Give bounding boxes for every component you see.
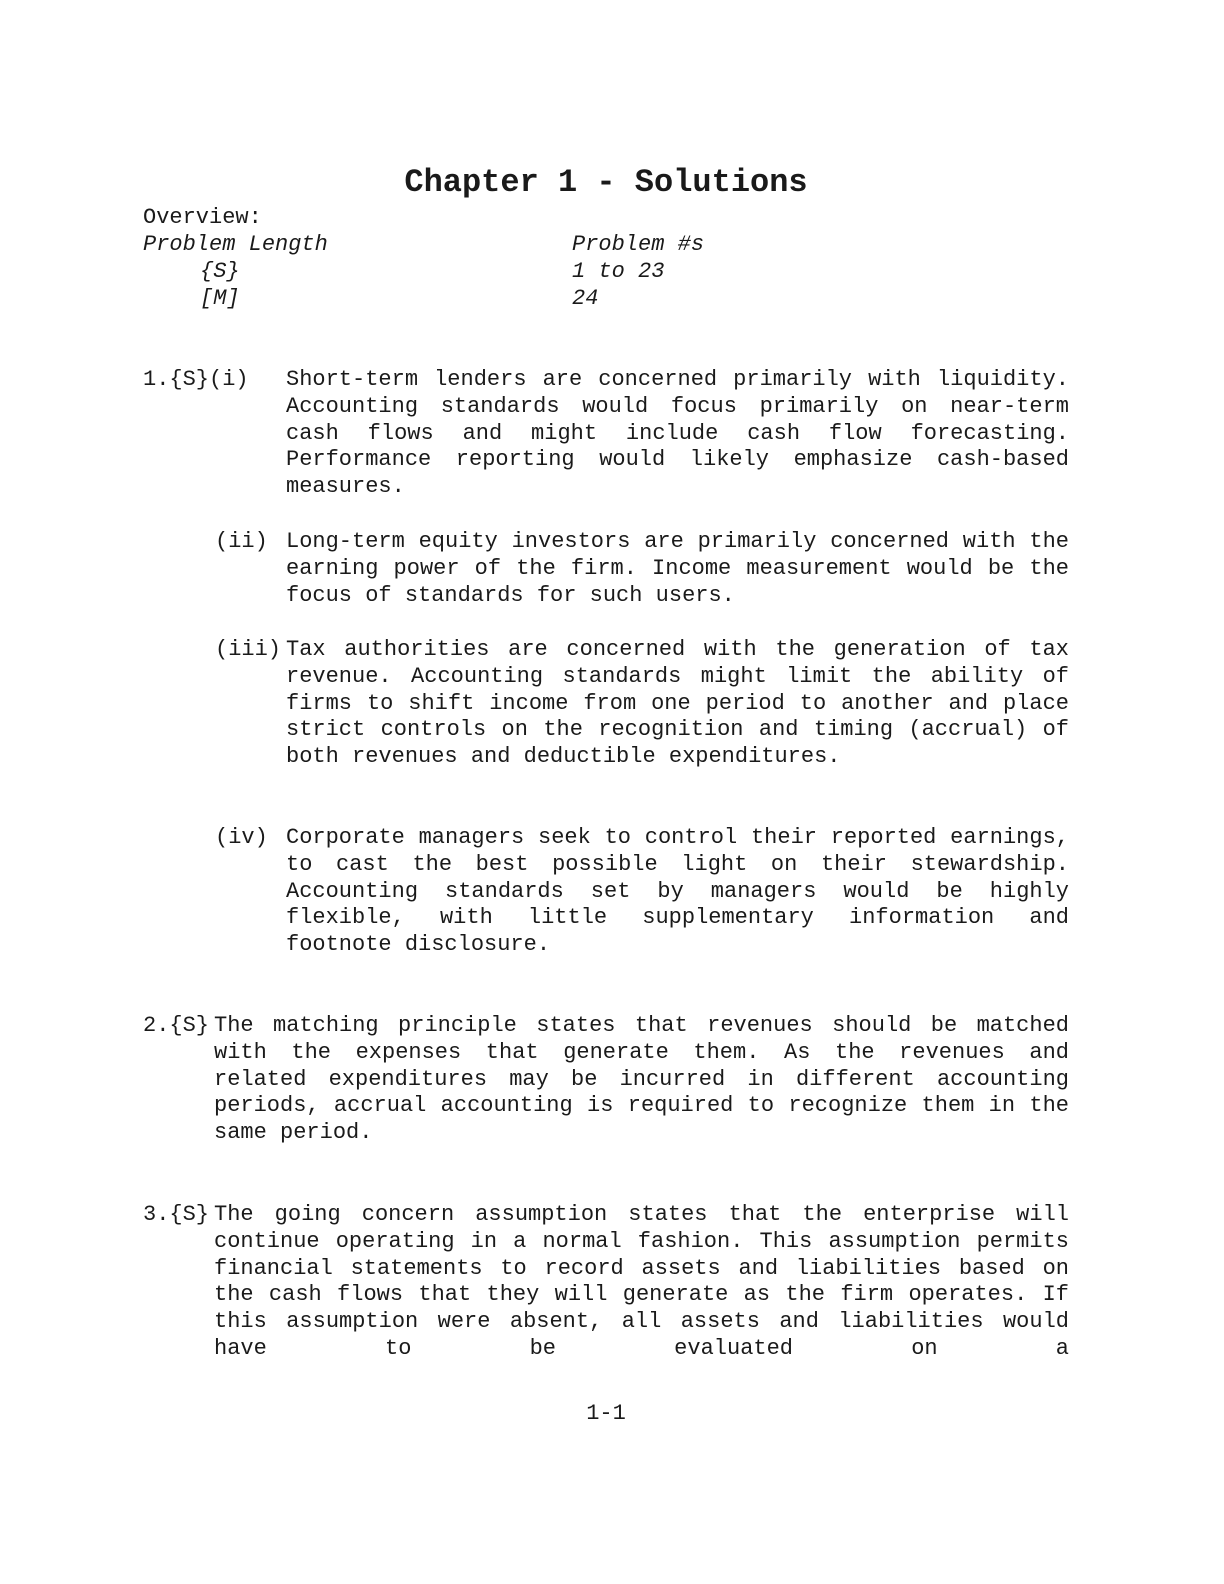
problem-label: 2.{S} bbox=[143, 1013, 210, 1038]
problem-text: Long-term equity investors are primarily concerned with the earning power of the firm. Income measurement would be the focus of standards for such users. bbox=[286, 529, 1069, 608]
overview-table bbox=[143, 204, 704, 312]
overview-header-row bbox=[143, 231, 704, 258]
problem-numbers-cell: 24 bbox=[572, 286, 599, 311]
problem-length-cell: {S} bbox=[200, 259, 240, 284]
problem-text: Short-term lenders are concerned primarily with liquidity. Accounting standards would focus primarily on near-term cash flows and might include cash flow forecasting. Performance reporting would likely emphasize cash-based measures. bbox=[286, 367, 1069, 500]
column-header-numbers: Problem #s bbox=[572, 232, 705, 257]
problem-text: Corporate managers seek to control their reported earnings, to cast the best possible light on their stewardship. Accounting standards set by managers would be highly flexible, with little supplementary information and footnote disclosure. bbox=[286, 825, 1069, 958]
problem-length-cell: [M] bbox=[200, 286, 240, 311]
page-title: Chapter 1 - Solutions bbox=[404, 164, 808, 201]
problem-text: The going concern assumption states that the enterprise will continue operating in a normal fashion. This assumption permits financial statements to record assets and liabilities based on the cash flows that they will generate as the firm operates. If this assumption were absent, all assets and liabilities would have to be evaluated on a bbox=[214, 1202, 1069, 1361]
problem-label: 3.{S} bbox=[143, 1202, 210, 1227]
page-number: 1-1 bbox=[586, 1401, 626, 1426]
problem-label: (ii) bbox=[215, 529, 268, 554]
overview-heading: Overview: bbox=[143, 205, 262, 230]
problem-label: (iii) bbox=[215, 637, 282, 662]
problem-label: 1.{S}(i) bbox=[143, 367, 249, 392]
problem-text: Tax authorities are concerned with the generation of tax revenue. Accounting standards might limit the ability of firms to shift income from one period to another and place strict controls on the recognition and timing (accrual) of both revenues and deductible expenditures. bbox=[286, 637, 1069, 770]
column-header-length: Problem Length bbox=[143, 232, 328, 257]
overview-heading-row bbox=[143, 204, 704, 231]
problem-numbers-cell: 1 to 23 bbox=[572, 259, 665, 284]
problem-label: (iv) bbox=[215, 825, 268, 850]
problem-text: The matching principle states that revenues should be matched with the expenses that generate them. As the revenues and related expenditures may be incurred in different accounting periods, accrual accounting is required to recognize them in the same period. bbox=[214, 1013, 1069, 1146]
overview-row bbox=[143, 258, 704, 285]
overview-row bbox=[143, 285, 704, 312]
